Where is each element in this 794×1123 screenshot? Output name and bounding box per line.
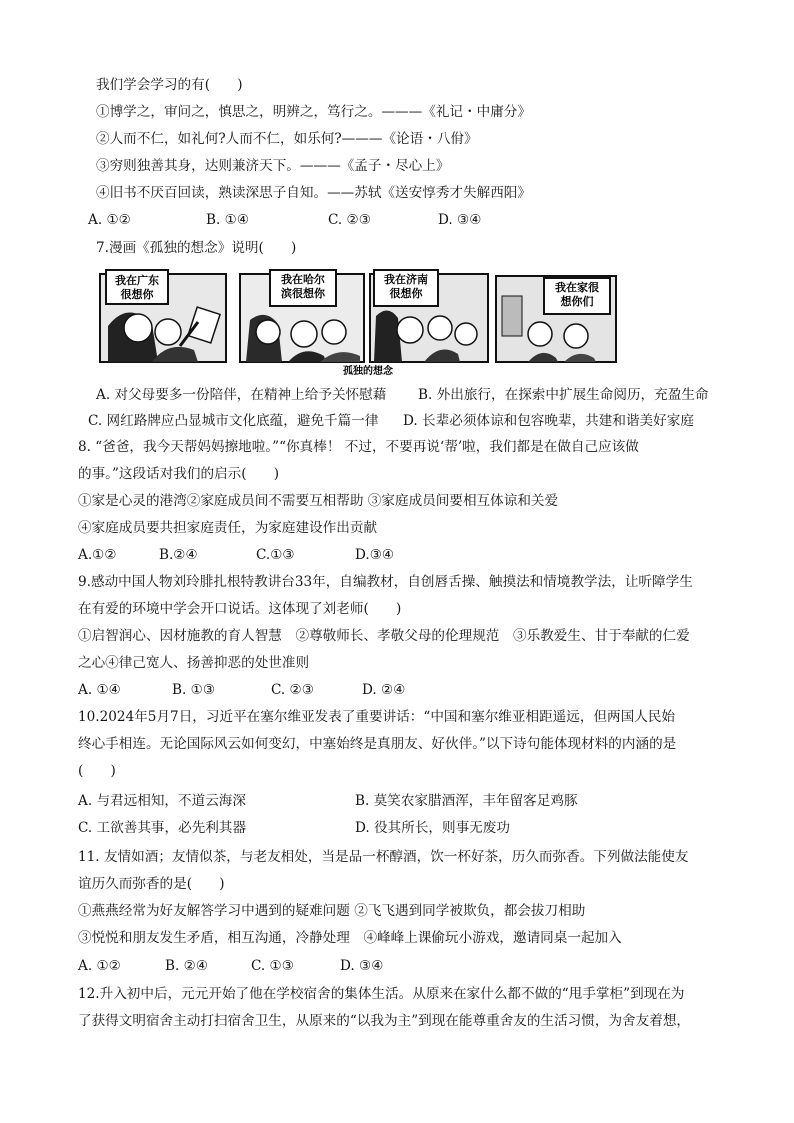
- q6-item-1: ①博学之，审问之，慎思之，明辨之，笃行之。———《礼记・中庸分》: [96, 104, 531, 120]
- q6-stem: 我们学会学习的有( ): [96, 77, 243, 93]
- cartoon-panel-3: [370, 270, 488, 362]
- cartoon-panel-3-label: 我在济南很想你: [384, 273, 428, 300]
- q6-item-3: ③穷则独善其身，达则兼济天下。———《孟子・尽心上》: [96, 158, 450, 174]
- cartoon-illustration: [98, 266, 710, 378]
- q11-option-a[interactable]: A. ①②: [78, 958, 121, 974]
- q8-option-d[interactable]: D.③④: [355, 547, 395, 563]
- q7-option-b[interactable]: B. 外出旅行，在探索中扩展生命阅历，充盈生命: [418, 387, 709, 403]
- cartoon-lonely-missing: [98, 266, 710, 378]
- q9-stem-line-1: 9.感动中国人物刘玲腓扎根特教讲台33年，自编教材，自创唇舌操、触摸法和情境教学法，让听障学生: [78, 574, 693, 590]
- q7-option-d[interactable]: D. 长辈必须体谅和包容晚辈，共建和谐美好家庭: [403, 413, 694, 429]
- cartoon-panel-4: [496, 276, 616, 362]
- q9-stem-line-2: 在有爱的环境中学会开口说话。这体现了刘老师( ): [78, 601, 402, 617]
- q8-option-c[interactable]: C.①③: [256, 547, 295, 563]
- q10-option-c[interactable]: C. 工欲善其事，必先利其器: [78, 820, 247, 836]
- q6-option-c[interactable]: C. ②③: [328, 212, 371, 228]
- q8-item-line-2: ④家庭成员要共担家庭责任，为家庭建设作出贡献: [78, 520, 378, 536]
- q10-stem-line-1: 10.2024年5月7日，习近平在塞尔维亚发表了重要讲话：“中国和塞尔维亚相距遥远，但两国人民始: [78, 709, 676, 725]
- q11-stem-line-1: 11. 友情如酒；友情似茶，与老友相处，当是品一杯醇酒，饮一杯好茶，历久而弥香。下列做法能使友: [78, 849, 689, 865]
- q10-option-a[interactable]: A. 与君远相知，不道云海深: [78, 793, 246, 809]
- q12-stem-line-2: 了获得文明宿舍主动打扫宿舍卫生，从原来的“以我为主”到现在能尊重舍友的生活习惯，为舍友着想，: [78, 1013, 691, 1029]
- q9-item-line-2: 之心④律己宽人、扬善抑恶的处世准则: [78, 655, 310, 671]
- q11-item-line-2: ③悦悦和朋友发生矛盾，相互沟通，冷静处理 ④峰峰上课偷玩小游戏，邀请同桌一起加入: [78, 930, 622, 946]
- q6-item-4: ④旧书不厌百回读，熟读深思子自知。——苏轼《送安惇秀才失解西阳》: [96, 185, 531, 201]
- q12-stem-line-1: 12.升入初中后，元元开始了他在学校宿舍的集体生活。从原来在家什么都不做的“甩手掌柜”到现在为: [78, 986, 685, 1002]
- q8-option-a[interactable]: A.①②: [78, 547, 117, 563]
- q7-option-c[interactable]: C. 网红路牌应凸显城市文化底蕴，避免千篇一律: [88, 413, 379, 429]
- q11-stem-line-2: 谊历久而弥香的是( ): [78, 876, 225, 892]
- q8-item-line-1: ①家是心灵的港湾②家庭成员间不需要互相帮助 ③家庭成员间要相互体谅和关爱: [78, 493, 559, 509]
- q11-option-b[interactable]: B. ②④: [165, 958, 209, 974]
- q9-option-c[interactable]: C. ②③: [271, 682, 314, 698]
- q11-item-line-1: ①燕燕经常为好友解答学习中遇到的疑难问题 ②飞飞遇到同学被欺负，都会拔刀相助: [78, 903, 586, 919]
- q9-option-a[interactable]: A. ①④: [78, 682, 121, 698]
- q6-option-b[interactable]: B. ①④: [206, 212, 250, 228]
- q6-option-d[interactable]: D. ③④: [438, 212, 482, 228]
- cartoon-panel-2-label: 我在哈尔滨很想你: [281, 273, 325, 300]
- q10-option-b[interactable]: B. 莫笑农家腊酒浑，丰年留客足鸡豚: [355, 793, 578, 809]
- q11-option-d[interactable]: D. ③④: [340, 958, 384, 974]
- cartoon-panel-4-label: 我在家很想你们: [555, 281, 599, 308]
- q9-item-line-1: ①启智润心、因材施教的育人智慧 ②尊敬师长、孝敬父母的伦理规范 ③乐教爱生、甘于奉献的仁爱: [78, 628, 690, 644]
- q6-option-a[interactable]: A. ①②: [88, 212, 131, 228]
- q8-option-b[interactable]: B.②④: [159, 547, 198, 563]
- q9-option-d[interactable]: D. ②④: [362, 682, 406, 698]
- q7-option-a[interactable]: A. 对父母要多一份陪伴，在精神上给予关怀慰藉: [96, 387, 387, 403]
- cartoon-caption: 孤独的想念: [343, 366, 393, 377]
- cartoon-panel-2: [240, 270, 364, 362]
- q6-item-2: ②人而不仁，如礼何?人而不仁，如乐何?———《论语・八佾》: [96, 131, 478, 147]
- q8-stem-line-2: 的事。”这段话对我们的启示( ): [78, 466, 280, 482]
- q10-option-d[interactable]: D. 役其所长，则事无废功: [355, 820, 510, 836]
- cartoon-panel-1: [100, 270, 226, 362]
- q8-stem-line-1: 8. “爸爸，我今天帮妈妈擦地啦。”“你真棒！ 不过，不要再说‘帮’啦，我们都是在做自己应该做: [78, 439, 639, 455]
- q9-option-b[interactable]: B. ①③: [172, 682, 216, 698]
- q11-option-c[interactable]: C. ①③: [251, 958, 294, 974]
- q7-stem: 7.漫画《孤独的想念》说明( ): [96, 240, 297, 256]
- cartoon-panel-1-label: 我在广东很想你: [115, 274, 159, 301]
- q10-stem-line-3: ( ): [78, 763, 116, 779]
- q10-stem-line-2: 终心手相连。无论国际风云如何变幻，中塞始终是真朋友、好伙伴。”以下诗句能体现材料的内涵的是: [78, 736, 677, 752]
